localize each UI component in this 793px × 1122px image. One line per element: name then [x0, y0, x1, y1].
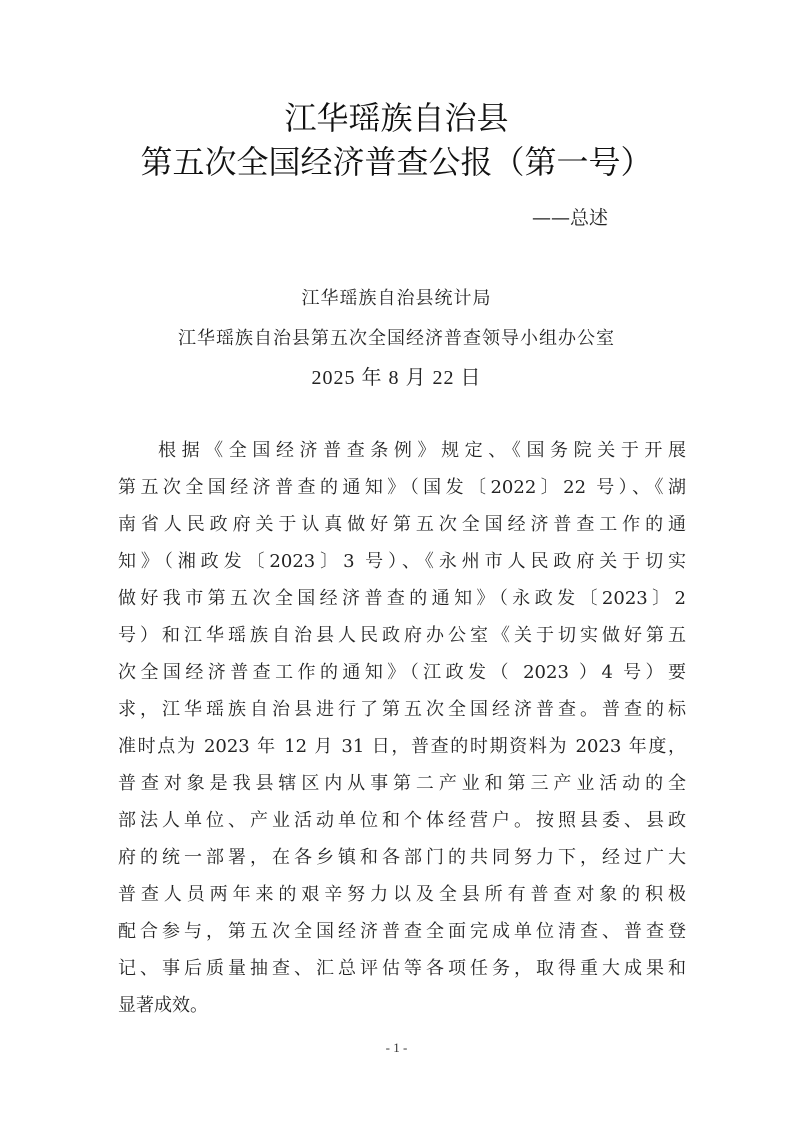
body-line: 配合参与，第五次全国经济普查全面完成单位清查、普查登 — [118, 921, 686, 942]
body-line: 普查人员两年来的艰辛努力以及全县所有普查对象的积极 — [118, 884, 686, 905]
issue-date: 2025 年 8 月 22 日 — [311, 367, 482, 389]
report-title-line1: 江华瑶族自治县 — [284, 99, 509, 137]
body-line: 第五次全国经济普查的通知》（国发〔2022〕22 号）、《湖 — [118, 477, 686, 498]
body-line: 普查对象是我县辖区内从事第二产业和第三产业活动的全 — [118, 773, 686, 794]
body-line: 显著成效。 — [118, 995, 208, 1016]
body-line: 号）和江华瑶族自治县人民政府办公室《关于切实做好第五 — [118, 625, 686, 646]
report-title-line2: 第五次全国经济普查公报（第一号） — [140, 143, 653, 181]
body-line: 根据《全国经济普查条例》规定、《国务院关于开展 — [158, 440, 686, 461]
body-line: 准时点为 2023 年 12 月 31 日，普查的时期资料为 2023 年度， — [118, 736, 686, 757]
body-line: 次全国经济普查工作的通知》（江政发（ 2023 ）4 号）要 — [118, 662, 686, 683]
body-line: 知》（湘政发〔2023〕3 号）、《永州市人民政府关于切实 — [118, 551, 686, 572]
report-subtitle: ——总述 — [532, 207, 609, 229]
page-number: - 1 - — [385, 1040, 408, 1055]
issuer-bureau: 江华瑶族自治县统计局 — [301, 288, 492, 309]
body-line: 求，江华瑶族自治县进行了第五次全国经济普查。普查的标 — [118, 699, 686, 720]
body-line: 记、事后质量抽查、汇总评估等各项任务，取得重大成果和 — [118, 958, 686, 979]
body-line: 府的统一部署，在各乡镇和各部门的共同努力下，经过广大 — [118, 847, 686, 868]
issuer-office: 江华瑶族自治县第五次全国经济普查领导小组办公室 — [178, 328, 615, 349]
body-line: 部法人单位、产业活动单位和个体经营户。按照县委、县政 — [118, 810, 686, 831]
body-line: 做好我市第五次全国经济普查的通知》（永政发〔2023〕2 — [118, 588, 686, 609]
body-line: 南省人民政府关于认真做好第五次全国经济普查工作的通 — [118, 514, 686, 535]
